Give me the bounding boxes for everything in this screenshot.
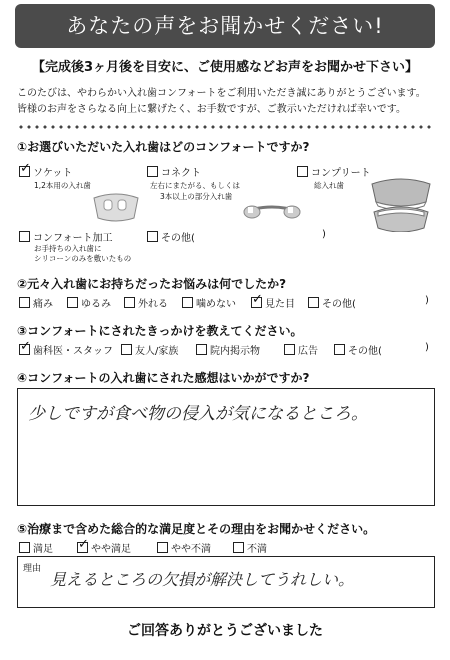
q2-appearance-checkbox[interactable] [251, 297, 262, 308]
q1-complete-note: 総入れ歯 [314, 181, 344, 190]
q3-dentist-checkbox[interactable] [19, 344, 30, 355]
q3-friend-family-checkbox[interactable] [121, 344, 132, 355]
q5-title: ⑤治療まで含めた総合的な満足度とその理由をお聞かせください。 [17, 522, 376, 536]
q1-connect-note-1: 左右にまたがる、もしくは [150, 181, 240, 190]
q1-socket-note: 1,2本用の入れ歯 [34, 181, 91, 190]
intro-line-2: 皆様のお声をさらなる向上に繋げたく、お手数ですが、ご教示いただければ幸いです。 [17, 104, 406, 115]
q4-answer-text: 少しですが食べ物の侵入が気になるところ。 [28, 404, 368, 424]
q1-option-connect[interactable] [147, 164, 201, 179]
q5-option-somewhat-dissatisfied[interactable] [157, 540, 211, 555]
q3-option-friend-family[interactable] [121, 342, 178, 357]
q3-option-other[interactable] [334, 342, 382, 357]
q5-somewhat-dissatisfied-label: やや不満 [171, 544, 211, 555]
q5-satisfied-label: 満足 [33, 544, 53, 555]
q2-cannot-chew-label: 噛めない [196, 299, 236, 310]
q5-option-dissatisfied[interactable] [233, 540, 267, 555]
q1-connect-note-2: 3本以上の部分入れ歯 [160, 192, 233, 201]
q2-option-other[interactable] [308, 295, 356, 310]
q1-option-socket[interactable] [19, 164, 72, 179]
q1-option-processing[interactable] [19, 229, 113, 244]
q2-other-close: ) [425, 295, 429, 306]
q2-option-appearance[interactable] [251, 295, 295, 310]
q5-reason-box[interactable] [17, 556, 435, 608]
q2-pain-label: 痛み [33, 299, 53, 310]
q3-other-checkbox[interactable] [334, 344, 345, 355]
q2-loose-checkbox[interactable] [67, 297, 78, 308]
q5-somewhat-satisfied-label: やや満足 [91, 544, 131, 555]
q1-processing-label: コンフォート加工 [33, 233, 113, 244]
q2-pain-checkbox[interactable] [19, 297, 30, 308]
q5-somewhat-satisfied-checkbox[interactable] [77, 542, 88, 553]
q3-clinic-poster-checkbox[interactable] [196, 344, 207, 355]
q3-other-label: その他( [348, 346, 382, 357]
thank-you-footer: ご回答ありがとうございました [127, 623, 323, 639]
q1-option-other[interactable] [147, 229, 195, 244]
q5-satisfied-checkbox[interactable] [19, 542, 30, 553]
q2-comes-off-label: 外れる [138, 299, 168, 310]
q1-socket-label: ソケット [33, 168, 73, 179]
q2-option-cannot-chew[interactable] [182, 295, 236, 310]
intro-line-1: このたびは、やわらかい入れ歯コンフォートをご利用いただき誠にありがとうございます。 [17, 88, 426, 99]
q5-somewhat-dissatisfied-checkbox[interactable] [157, 542, 168, 553]
q3-option-clinic-poster[interactable] [196, 342, 260, 357]
q3-other-close: ) [425, 342, 429, 353]
q4-title: ④コンフォートの入れ歯にされた感想はいかがですか? [17, 371, 310, 385]
q2-option-loose[interactable] [67, 295, 111, 310]
page-title: あなたの声をお聞かせください! [15, 4, 435, 48]
q5-dissatisfied-label: 不満 [247, 544, 267, 555]
q3-ad-label: 広告 [298, 346, 318, 357]
q2-cannot-chew-checkbox[interactable] [182, 297, 193, 308]
q1-processing-checkbox[interactable] [19, 231, 30, 242]
q2-other-checkbox[interactable] [308, 297, 319, 308]
dotted-divider [17, 124, 435, 130]
q1-connect-label: コネクト [161, 168, 201, 179]
q1-complete-label: コンプリート [311, 168, 371, 179]
q3-option-ad[interactable] [284, 342, 318, 357]
q1-socket-checkbox[interactable] [19, 166, 30, 177]
q3-dentist-label: 歯科医・スタッフ [33, 346, 113, 357]
q1-processing-note-1: お手持ちの入れ歯に [34, 244, 102, 253]
page-subtitle: 【完成後3ヶ月後を目安に、ご使用感などお声をお聞かせ下さい】 [31, 60, 419, 75]
q5-dissatisfied-checkbox[interactable] [233, 542, 244, 553]
q3-title: ③コンフォートにされたきっかけを教えてください。 [17, 324, 303, 338]
intro-text [17, 86, 437, 118]
q2-comes-off-checkbox[interactable] [124, 297, 135, 308]
connect-denture-image [240, 198, 304, 222]
q5-option-somewhat-satisfied[interactable] [77, 540, 131, 555]
socket-denture-image [88, 188, 144, 226]
q3-option-dentist[interactable] [19, 342, 113, 357]
q1-other-label: その他( [161, 233, 195, 244]
q1-other-checkbox[interactable] [147, 231, 158, 242]
q1-connect-checkbox[interactable] [147, 166, 158, 177]
q1-option-complete[interactable] [297, 164, 371, 179]
q2-appearance-label: 見た目 [265, 299, 295, 310]
q1-title: ①お選びいただいた入れ歯はどのコンフォートですか? [17, 140, 310, 154]
q3-friend-family-label: 友人/家族 [135, 346, 179, 357]
complete-denture-image [366, 176, 436, 232]
q2-loose-label: ゆるみ [81, 299, 111, 310]
q5-option-satisfied[interactable] [19, 540, 53, 555]
q3-ad-checkbox[interactable] [284, 344, 295, 355]
q5-reason-label: 理由 [23, 564, 42, 574]
q5-reason-text: 見えるところの欠損が解決してうれしい。 [50, 570, 355, 589]
q1-processing-note-2: シリコーンのみを敷いたもの [34, 254, 132, 263]
q1-other-close: ) [322, 229, 326, 240]
q2-title: ②元々入れ歯にお持ちだったお悩みは何でしたか? [17, 277, 287, 291]
q3-clinic-poster-label: 院内掲示物 [210, 346, 260, 357]
q2-other-label: その他( [322, 299, 356, 310]
q2-option-pain[interactable] [19, 295, 53, 310]
q4-answer-box[interactable] [17, 388, 435, 506]
q1-complete-checkbox[interactable] [297, 166, 308, 177]
q2-option-comes-off[interactable] [124, 295, 168, 310]
